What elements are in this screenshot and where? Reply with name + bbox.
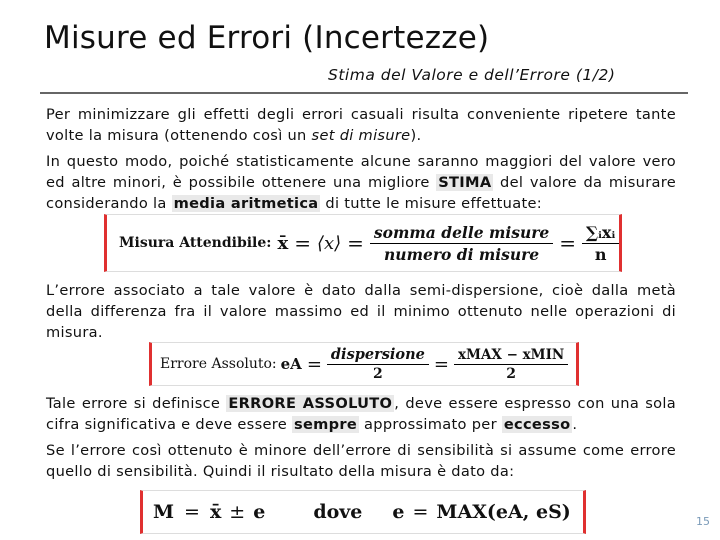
formula3-e2: e <box>392 501 405 523</box>
p2-text-3: di tutte le misure effettuate: <box>320 195 542 212</box>
p4-strong-errore-assoluto: ERRORE ASSOLUTO <box>228 395 393 412</box>
formula1-label: Misura Attendibile: <box>119 235 272 251</box>
slide-page-number: 15 <box>696 515 710 528</box>
formula1-numerator: somma delle misure <box>370 223 553 244</box>
p4-text-4: . <box>572 416 578 433</box>
formula2-numerator: dispersione <box>327 346 429 365</box>
formula3-lhs: M <box>153 501 175 523</box>
formula3-dove: dove <box>313 501 363 523</box>
formula1-mean: ⟨x⟩ <box>316 232 342 254</box>
formula3-e: e <box>253 501 266 523</box>
paragraph-repeat-measures <box>46 104 676 146</box>
paragraph-errore-assoluto <box>46 393 676 435</box>
formula3-max: MAX(eA, eS) <box>436 501 571 523</box>
formula2-diff-fraction <box>454 347 568 382</box>
formula1-lhs: x̄ <box>277 232 289 254</box>
formula1-eq1: = <box>294 231 311 255</box>
formula2-diff-num: xMAX − xMIN <box>454 347 568 365</box>
p2-strong-stima: STIMA <box>438 174 492 191</box>
formula2-denominator: 2 <box>373 366 383 382</box>
formula3-eq: = <box>184 501 200 523</box>
formula2-eq1: = <box>306 353 322 375</box>
p2-text-2: del valore da misurare considerando la <box>46 174 676 212</box>
paragraph-arithmetic-mean <box>46 151 676 214</box>
formula3-eq2: = <box>412 501 429 523</box>
p4-text: Tale errore si definisce <box>46 395 227 412</box>
p1-emphasis: set di misure <box>311 127 411 144</box>
formula1-sum-den: n <box>594 244 607 264</box>
formula1-fraction <box>370 223 553 264</box>
formula1-denominator: numero di misure <box>384 244 540 264</box>
formula1-eq3: = <box>559 231 577 255</box>
formula3-xbar: x̄ <box>209 501 222 523</box>
p4-strong-sempre: sempre <box>293 416 358 433</box>
formula-risultato <box>140 490 586 534</box>
paragraph-sensibilita: Se l’errore così ottenuto è minore dell’errore di sensibilità si assume come errore quello di sensibilità. Quindi il risultato della misura è dato da: <box>46 442 676 480</box>
p4-text-3: approssimato per <box>359 416 502 433</box>
formula2-diff-den: 2 <box>506 365 516 382</box>
p4-strong-eccesso: eccesso <box>503 416 571 433</box>
formula-errore-assoluto <box>149 342 579 386</box>
formula2-fraction <box>327 346 429 382</box>
formula1-sum-fraction <box>582 223 619 264</box>
formula1-sum-num: ∑ᵢxᵢ <box>582 223 619 244</box>
formula3-pm: ± <box>229 501 246 523</box>
p4-text-2: , deve essere espresso con una sola cifra significativa e deve essere <box>46 395 676 433</box>
p2-text: In questo modo, poiché statisticamente alcune saranno maggiori del valore vero ed altre minori, è possibile ottenere una migliore <box>46 153 676 191</box>
paragraph-semi-dispersion: L’errore associato a tale valore è dato dalla semi-dispersione, cioè dalla metà della differenza fra il valore massimo ed il minimo ottenuto nelle operazioni di misura. <box>46 282 676 341</box>
formula2-lhs: eA <box>280 355 302 373</box>
p1-end: ). <box>410 127 422 144</box>
slide-title: Misure ed Errori (Incertezze) <box>44 20 490 56</box>
formula-misura-attendibile <box>104 214 622 272</box>
formula2-eq2: = <box>433 353 449 375</box>
formula2-label: Errore Assoluto: <box>160 356 277 372</box>
p1-text: Per minimizzare gli effetti degli errori casuali risulta conveniente ripetere tante volte la misura (ottenendo così un <box>46 106 676 144</box>
p2-strong-media: media aritmetica <box>173 195 319 212</box>
formula1-eq2: = <box>347 231 364 255</box>
slide-subtitle: Stima del Valore e dell’Errore (1/2) <box>328 66 616 84</box>
title-divider <box>40 92 688 94</box>
